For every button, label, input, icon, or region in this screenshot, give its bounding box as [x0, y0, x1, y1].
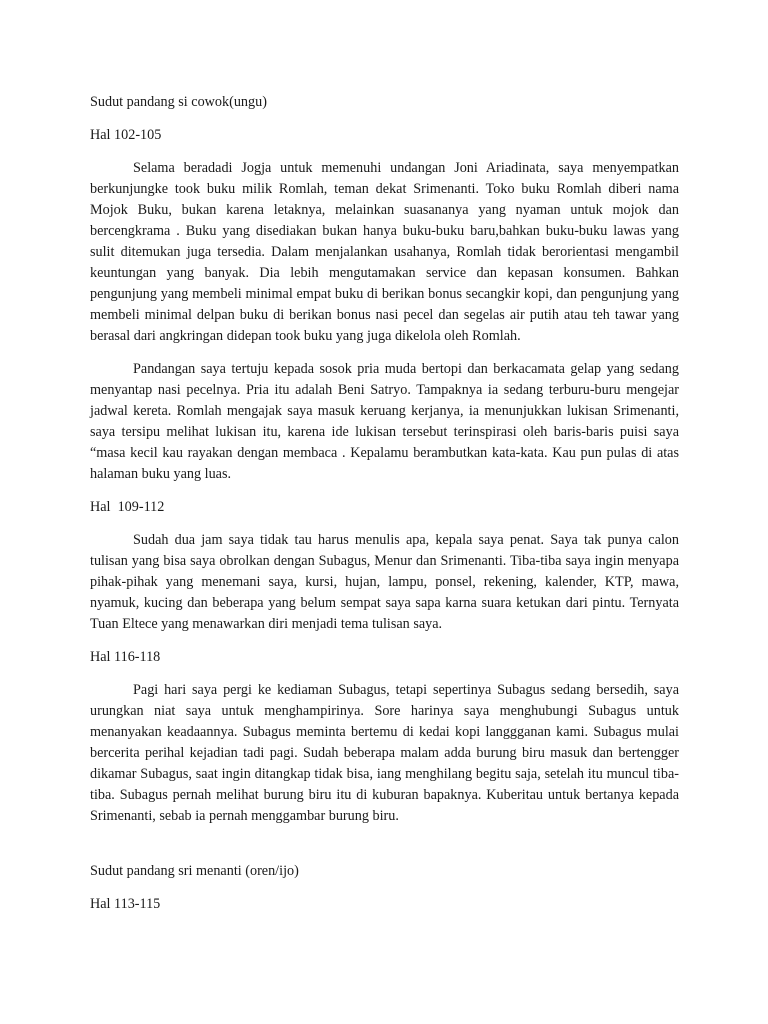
page-range-label: Hal 102-105	[90, 127, 162, 143]
page-range-label: Hal 109-112	[90, 499, 165, 515]
page-range-label: Hal 116-118	[90, 649, 161, 665]
section-title: Sudut pandang si cowok(ungu)	[90, 94, 267, 110]
page-range-label: Hal 113-115	[90, 896, 161, 912]
document-page	[90, 92, 679, 927]
section-title: Sudut pandang sri menanti (oren/ijo)	[90, 863, 299, 879]
paragraph: Sudah dua jam saya tidak tau harus menulis apa, kepala saya penat. Saya tak punya calon tulisan yang bisa saya obrolkan dengan Subagus, Menur dan Srimenanti. Tiba-tiba saya ingin menyapa pihak-pihak yang menemani saya, kursi, hujan, lampu, ponsel, rekening, kalender, KTP, mawa, nyamuk, kucing dan beberapa yang belum sempat saya sapa karna suara ketukan dari pintu. Ternyata Tuan Eltece yang menawarkan diri menjadi tema tulisan saya.	[90, 532, 679, 632]
spacer	[90, 839, 679, 861]
paragraph: Pandangan saya tertuju kepada sosok pria muda bertopi dan berkacamata gelap yang sedang menyantap nasi pecelnya. Pria itu adalah Beni Satryo. Tampaknya ia sedang terburu-buru mengejar jadwal kereta. Romlah mengajak saya masuk keruang kerjanya, ia menunjukkan lukisan Srimenanti, saya tersipu melihat lukisan itu, karena ide lukisan tersebut terinspirasi oleh baris-baris puisi saya “masa kecil kau rayakan dengan membaca . Kepalamu berambutkan kata-kata. Kau pun pulas di atas halaman buku yang luas.	[90, 361, 679, 482]
paragraph: Pagi hari saya pergi ke kediaman Subagus, tetapi sepertinya Subagus sedang bersedih, saya urungkan niat saya untuk menghampirinya. Sore harinya saya menghubungi Subagus untuk menanyakan keadaannya. Subagus meminta bertemu di kedai kopi langgganan kami. Subagus mulai bercerita perihal kejadian tadi pagi. Sudah beberapa malam adda burung biru masuk dan bertengger dikamar Subagus, saat ingin ditangkap tidak bisa, iang menghilang begitu saja, setelah itu muncul tiba-tiba. Subagus pernah melihat burung biru itu di kuburan bapaknya. Kuberitau untuk bertanya kepada Srimenanti, sebab ia pernah menggambar burung biru.	[90, 682, 679, 824]
paragraph: Selama beradadi Jogja untuk memenuhi undangan Joni Ariadinata, saya menyempatkan berkunjungke took buku milik Romlah, teman dekat Srimenanti. Toko buku Romlah diberi nama Mojok Buku, bukan karena letaknya, melainkan suasananya yang nyaman untuk mojok dan bercengkrama . Buku yang disediakan bukan hanya buku-buku baru,bahkan buku-buku lawas yang sulit ditemukan juga tersedia. Dalam menjalankan usahanya, Romlah tidak berorientasi mengambil keuntungan yang banyak. Dia lebih mengutamakan service dan kepasan konsumen. Bahkan pengunjung yang membeli minimal empat buku di berikan bonus secangkir kopi, dan pengunjung yang membeli minimal delpan buku di berikan bonus nasi pecel dan segelas air putih atau teh tawar yang berasal dari angkringan didepan took buku yang juga dikelola oleh Romlah.	[90, 160, 679, 344]
